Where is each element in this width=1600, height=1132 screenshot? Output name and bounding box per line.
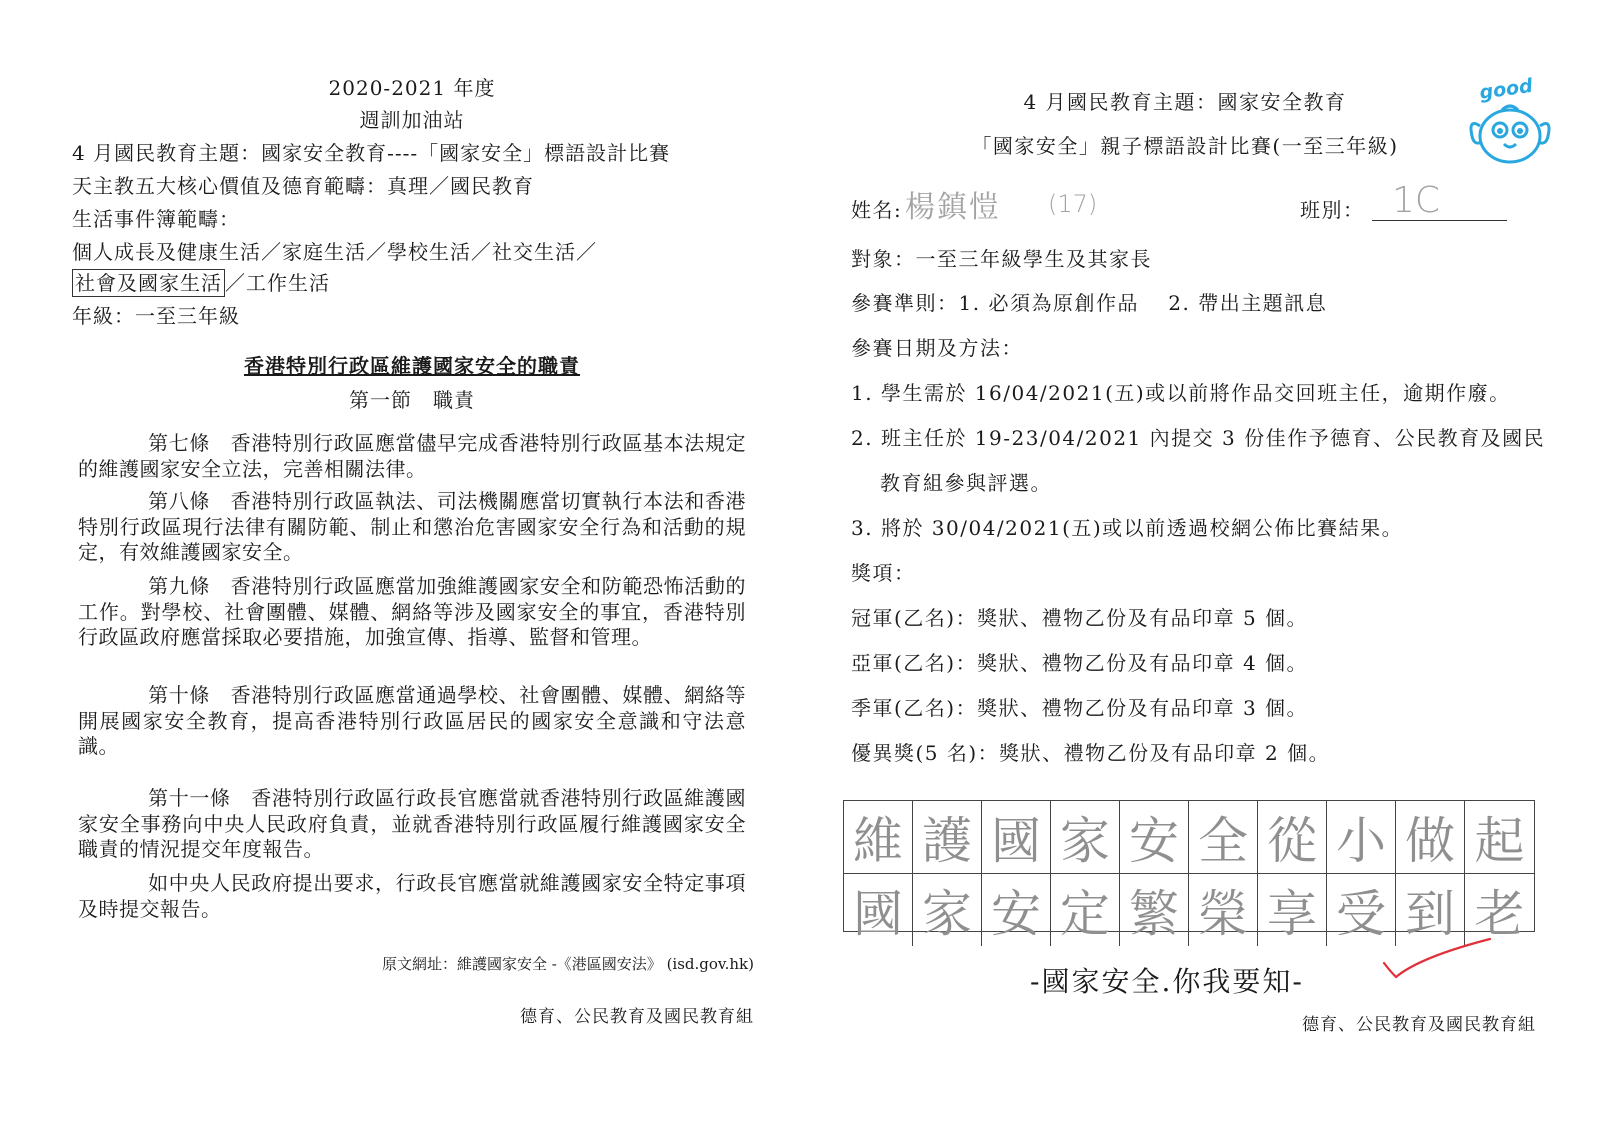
- slogan-cell: 從: [1258, 801, 1327, 874]
- slogan-cell: 榮: [1189, 874, 1258, 946]
- program-heading: 週訓加油站: [359, 108, 465, 132]
- slogan-cell: 享: [1258, 874, 1327, 946]
- method-item-2-cont: 教育組參與評選。: [880, 471, 1052, 495]
- class-field: [1372, 180, 1507, 221]
- slogan-cell: 受: [1327, 874, 1396, 946]
- smiley-sticker-icon: [1462, 74, 1562, 174]
- article-label: 第十一條: [148, 786, 231, 810]
- slogan-cell: 全: [1189, 801, 1258, 874]
- slogan-cell: 家: [1051, 801, 1120, 874]
- article-text: 香港特別行政區執法、司法機關應當切實執行本法和香港特別行政區現行法律有關防範、制止和懲治危害國家安全行為和活動的規定，有效維護國家安全。: [78, 489, 747, 564]
- check-mark-icon: [1380, 935, 1500, 995]
- department-left: 德育、公民教育及國民教育組: [520, 1007, 754, 1027]
- slogan-cell: 繁: [1120, 874, 1189, 946]
- name-label: 姓名:: [851, 198, 903, 222]
- good-text: good: [1478, 74, 1534, 104]
- article-text: 香港特別行政區應當通過學校、社會團體、媒體、網絡等開展國家安全教育，提高香港特別行政區居民的國家安全意識和守法意識。: [78, 683, 747, 758]
- article-7: [78, 431, 746, 482]
- slogan-cell: 安: [1120, 801, 1189, 874]
- class-value: 1C: [1392, 180, 1441, 221]
- prize-merit: 優異獎(5 名)：獎狀、禮物乙份及有品印章 2 個。: [851, 741, 1331, 765]
- slogan-cell: 老: [1474, 885, 1525, 943]
- class-number: (17): [1048, 190, 1098, 218]
- slogan-cell: 護: [913, 801, 982, 874]
- article-text: 香港特別行政區行政長官應當就香港特別行政區維護國家安全事務向中央人民政府負責，並就香港特別行政區履行維護國家安全職責的情況提交年度報告。: [78, 786, 747, 861]
- department-right: 德育、公民教育及國民教育組: [1302, 1015, 1536, 1035]
- target-line: 對象：一至三年級學生及其家長: [851, 247, 1152, 271]
- article-label: 第八條: [148, 489, 210, 513]
- slogan-cell: 維: [844, 801, 913, 874]
- article-10: [78, 683, 746, 760]
- article-text: 如中央人民政府提出要求，行政長官應當就維護國家安全特定事項及時提交報告。: [78, 871, 746, 921]
- article-label: 第九條: [148, 574, 210, 598]
- right-theme: 4 月國民教育主題：國家安全教育: [1023, 90, 1347, 114]
- article-label: 第七條: [148, 431, 210, 455]
- article-label: 第十條: [148, 683, 210, 707]
- life-events-label: 生活事件簿範疇：: [72, 207, 240, 231]
- slogan-grid: [843, 800, 1535, 943]
- life-events-boxed: 社會及國家生活: [72, 269, 225, 297]
- core-values-line: 天主教五大核心價值及德育範疇：真理／國民教育: [72, 174, 534, 198]
- life-events-list: 個人成長及健康生活／家庭生活／學校生活／社交生活／: [72, 240, 597, 264]
- slogan-cell: 家: [913, 874, 982, 946]
- slogan-cell: 安: [982, 874, 1051, 946]
- prizes-label: 獎項：: [851, 561, 916, 585]
- slogan-cell: 國: [844, 874, 913, 946]
- source-link[interactable]: 原文網址：維護國家安全 -《港區國安法》 (isd.gov.hk): [381, 955, 754, 973]
- life-events-rest: ／工作生活: [225, 271, 330, 295]
- good-sticker: [1462, 74, 1562, 174]
- slogan-cell: 國: [982, 801, 1051, 874]
- slogan-footer: -國家安全.你我要知-: [1030, 965, 1304, 998]
- prize-champion: 冠軍(乙名)：獎狀、禮物乙份及有品印章 5 個。: [851, 606, 1309, 630]
- slogan-cell: 起: [1465, 801, 1534, 874]
- theme-line: 4 月國民教育主題：國家安全教育----「國家安全」標語設計比賽: [72, 141, 671, 165]
- slogan-cell: 小: [1327, 801, 1396, 874]
- slogan-cell: 定: [1051, 874, 1120, 946]
- life-events-line-2: [72, 267, 330, 296]
- prize-second-runner-up: 季軍(乙名)：獎狀、禮物乙份及有品印章 3 個。: [851, 696, 1309, 720]
- article-9: [78, 574, 746, 651]
- name-value: 楊鎮愷: [905, 190, 1001, 225]
- article-11-supplement: [78, 871, 746, 922]
- law-title: 香港特別行政區維護國家安全的職責: [244, 354, 580, 378]
- method-item-3: 3. 將於 30/04/2021(五)或以前透過校網公佈比賽結果。: [851, 516, 1404, 540]
- date-method-label: 參賽日期及方法：: [851, 336, 1023, 360]
- method-item-1: 1. 學生需於 16/04/2021(五)或以前將作品交回班主任，逾期作廢。: [851, 381, 1511, 405]
- competition-title: 「國家安全」親子標語設計比賽(一至三年級): [971, 134, 1399, 158]
- slogan-cell: 到: [1396, 874, 1465, 946]
- article-8: [78, 489, 746, 566]
- article-text: 香港特別行政區應當加強維護國家安全和防範恐怖活動的工作。對學校、社會團體、媒體、網絡等涉及國家安全的事宜，香港特別行政區政府應當採取必要措施，加強宣傳、指導、監督和管理。: [78, 574, 747, 649]
- article-text: 香港特別行政區應當儘早完成香港特別行政區基本法規定的維護國家安全立法，完善相關法律。: [78, 431, 747, 481]
- prize-first-runner-up: 亞軍(乙名)：獎狀、禮物乙份及有品印章 4 個。: [851, 651, 1309, 675]
- grade-line: 年級：一至三年級: [72, 304, 240, 328]
- rules-line: 參賽準則：1. 必須為原創作品 2. 帶出主題訊息: [851, 291, 1328, 315]
- class-label: 班別：: [1300, 198, 1365, 222]
- method-item-2: 2. 班主任於 19-23/04/2021 內提交 3 份佳作予德育、公民教育及國民: [851, 426, 1546, 450]
- year-heading: 2020-2021 年度: [328, 76, 496, 100]
- article-11: [78, 786, 746, 863]
- slogan-cell: 做: [1396, 801, 1465, 874]
- section-title: 第一節 職責: [349, 388, 475, 412]
